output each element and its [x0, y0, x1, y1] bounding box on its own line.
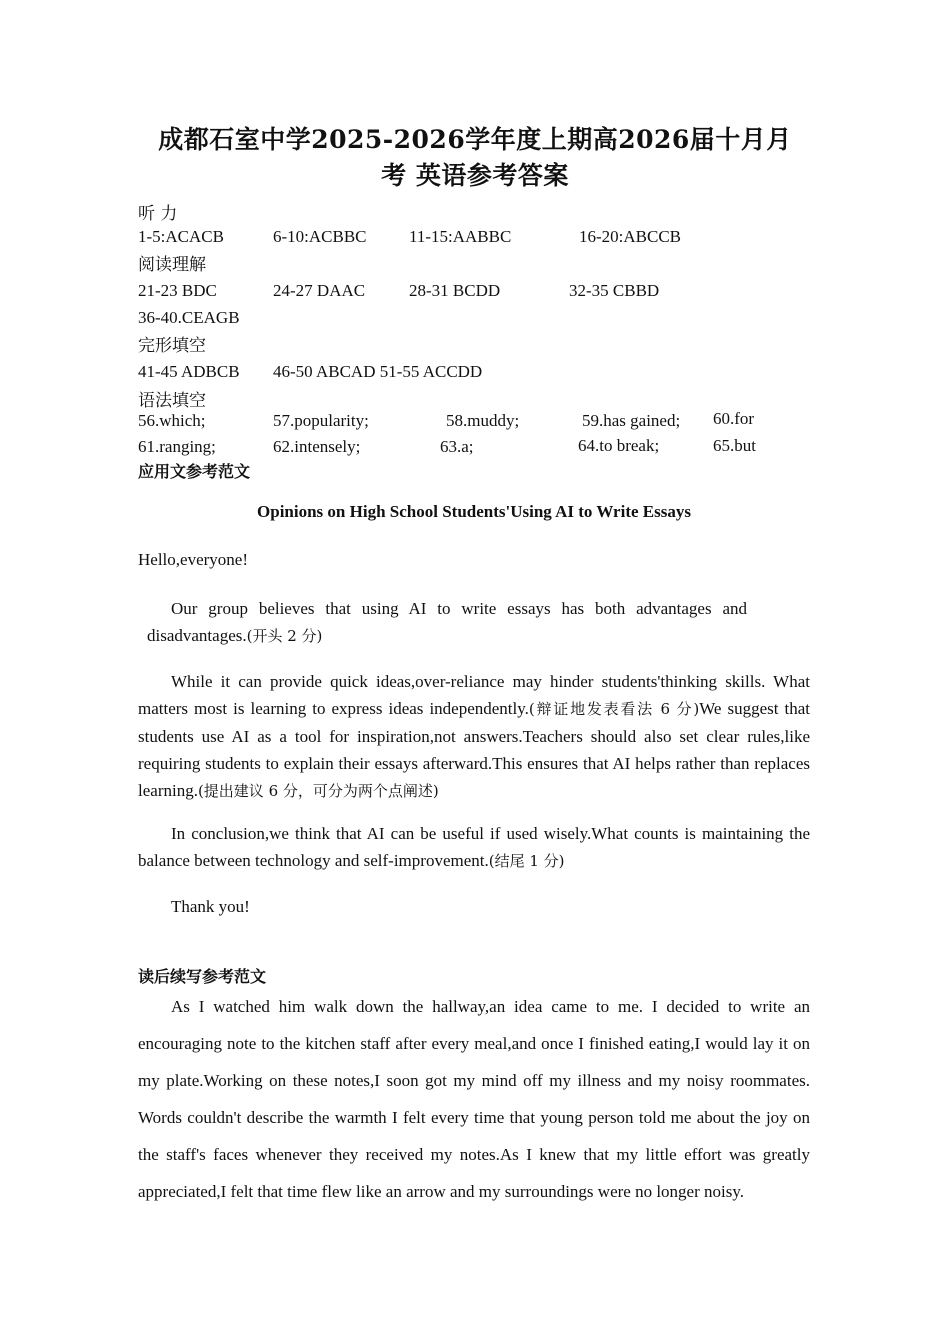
scoring-note: (开头 2 分)	[246, 627, 323, 645]
essay-closing: Thank you!	[171, 897, 250, 916]
listening-answer: 16-20:ABCCB	[579, 227, 682, 246]
grammar-answer: 56.which;	[138, 411, 206, 430]
cloze-answer: 41-45 ADBCB	[138, 362, 240, 381]
essay-paragraph-3	[138, 820, 810, 875]
scoring-note: (辩证地发表看法 6 分)	[528, 700, 700, 718]
essay-title: Opinions on High School Students'Using AI to Write Essays	[257, 502, 691, 521]
essay-paragraph-2	[138, 668, 810, 805]
grammar-answer: 58.muddy;	[446, 411, 520, 430]
page-title-line-2: 考 英语参考答案	[381, 161, 569, 190]
reading-answer: 32-35 CBBD	[569, 281, 660, 300]
essay-paragraph-1-text: Our group believes that using AI to write essays has both advantages and disadvantages.	[147, 599, 747, 645]
page-title-line-1: 成都石室中学2025-2026学年度上期高2026届十月月	[158, 125, 792, 154]
essay-paragraph-3-text: In conclusion,we think that AI can be useful if used wisely.What counts is maintaining the balance between technology and self-improvement.	[138, 824, 810, 870]
scoring-note: (提出建议 6 分，可分为两个点阐述)	[197, 782, 439, 800]
listening-answer: 11-15:AABBC	[409, 227, 512, 246]
grammar-answer: 64.to break;	[578, 436, 660, 455]
scoring-note: (结尾 1 分)	[488, 852, 565, 870]
grammar-answer: 57.popularity;	[273, 411, 369, 430]
grammar-answer: 63.a;	[440, 437, 474, 456]
essay-paragraph-2-text-b: We suggest that students use AI as a tool for inspiration,not answers.Teachers should also set clear rules,like requiring students to explain their essays afterward.This ensures that AI helps rather than replaces learning.	[138, 699, 810, 800]
grammar-answer: 61.ranging;	[138, 437, 216, 456]
reading-answer: 24-27 DAAC	[273, 281, 366, 300]
grammar-label: 语法填空	[138, 391, 206, 411]
listening-answer: 1-5:ACACB	[138, 227, 224, 246]
listening-answer: 6-10:ACBBC	[273, 227, 367, 246]
essay-paragraph-1	[147, 595, 747, 650]
reading-answer: 28-31 BCDD	[409, 281, 501, 300]
essay-paragraph-2-text-a: While it can provide quick ideas,over-reliance may hinder students'thinking skills. What matters most is learning to express ideas independently.	[138, 672, 810, 718]
grammar-answer: 59.has gained;	[582, 411, 681, 430]
applied-writing-label: 应用文参考范文	[138, 462, 251, 481]
cloze-answer: 46-50 ABCAD 51-55 ACCDD	[273, 362, 483, 381]
reading-label: 阅读理解	[138, 255, 206, 275]
grammar-answer: 65.but	[713, 436, 756, 455]
essay-greeting: Hello,everyone!	[138, 550, 248, 569]
grammar-answer: 62.intensely;	[273, 437, 361, 456]
cloze-label: 完形填空	[138, 336, 206, 356]
reading-answer: 21-23 BDC	[138, 281, 217, 300]
listening-label: 听 力	[138, 204, 178, 224]
reading-answer-extra: 36-40.CEAGB	[138, 308, 240, 327]
continuation-paragraph: As I watched him walk down the hallway,an idea came to me. I decided to write an encouraging note to the kitchen staff after every meal,and once I finished eating,I would lay it on my plate.Working on these notes,I soon got my mind off my illness and my noisy roommates. Words couldn't describe the warmth I felt every time that young person told me about the joy on the staff's faces whenever they received my notes.As I knew that my little effort was greatly appreciated,I felt that time flew like an arrow and my surroundings were no longer noisy.	[138, 997, 810, 1201]
grammar-answer: 60.for	[713, 409, 755, 428]
continuation-writing-label: 读后续写参考范文	[138, 967, 267, 986]
